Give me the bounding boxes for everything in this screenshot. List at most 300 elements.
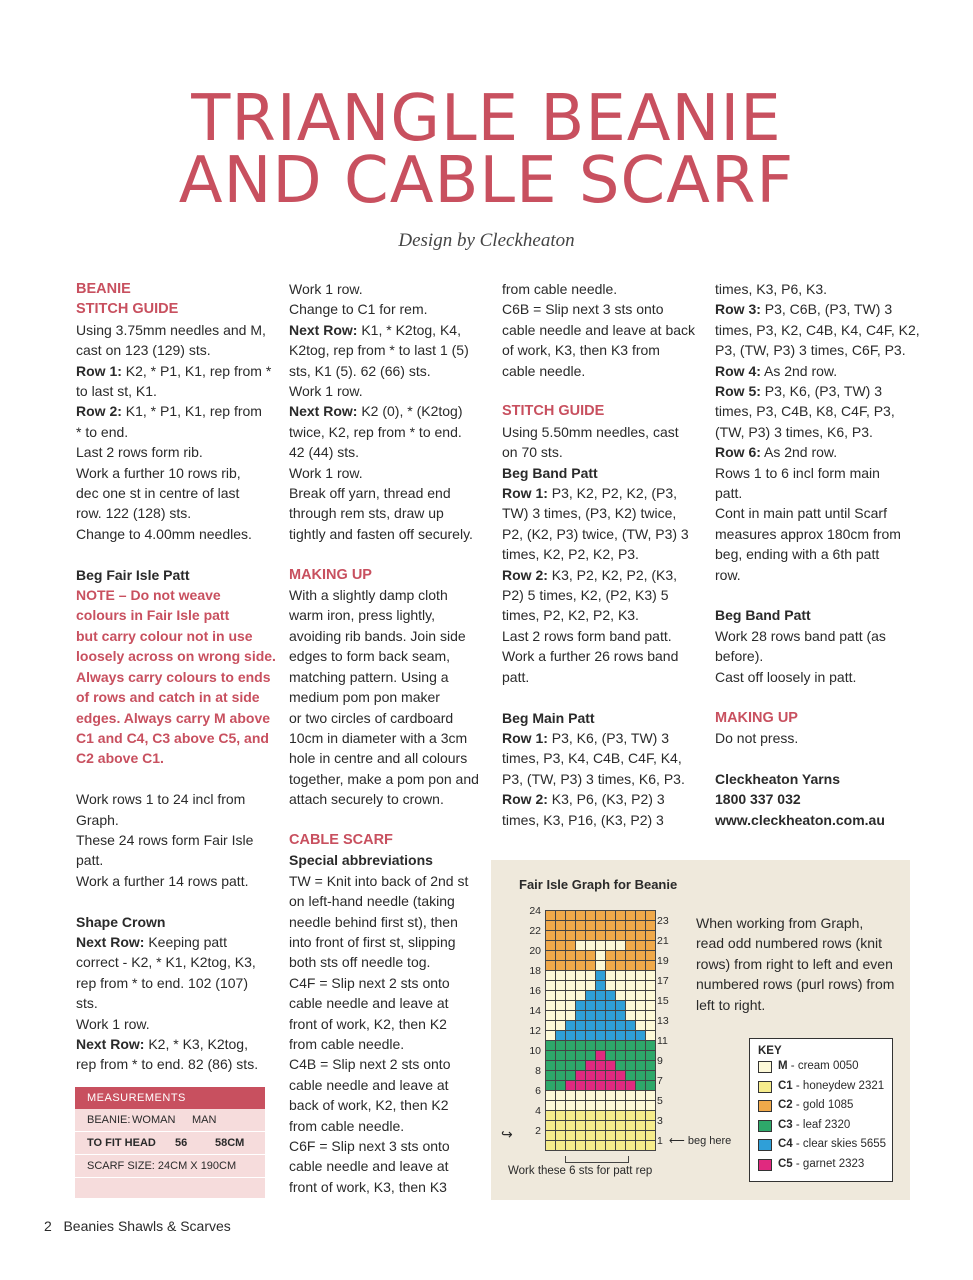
graph-cell bbox=[556, 1111, 566, 1121]
graph-cell bbox=[606, 1111, 616, 1121]
row-number-label: 9 bbox=[657, 1055, 663, 1067]
text-line: or two circles of cardboard bbox=[289, 709, 454, 726]
graph-cell bbox=[606, 1051, 616, 1061]
graph-cell bbox=[586, 1131, 596, 1141]
graph-cell bbox=[576, 961, 586, 971]
graph-cell bbox=[596, 1031, 606, 1041]
row-number-label: 6 bbox=[535, 1085, 541, 1097]
title-line-2: AND CABLE SCARF bbox=[178, 144, 795, 218]
page-footer bbox=[44, 1218, 231, 1234]
key-item: C1 - honeydew 2321 bbox=[750, 1077, 892, 1097]
graph-cell bbox=[616, 1141, 626, 1151]
start-arrow-icon: ↪ bbox=[501, 1126, 513, 1142]
graph-cell bbox=[636, 1031, 646, 1041]
graph-cell bbox=[566, 1141, 576, 1151]
graph-cell bbox=[546, 1081, 556, 1091]
text-line: times, K3, P6, K3. bbox=[715, 281, 828, 297]
graph-cell bbox=[546, 1031, 556, 1041]
column-3 bbox=[502, 279, 707, 830]
graph-cell bbox=[616, 981, 626, 991]
graph-cell bbox=[546, 1131, 556, 1141]
graph-title: Fair Isle Graph for Beanie bbox=[519, 877, 678, 892]
graph-cell bbox=[646, 1001, 656, 1011]
graph-cell bbox=[546, 911, 556, 921]
graph-cell bbox=[576, 911, 586, 921]
graph-cell bbox=[606, 941, 616, 951]
graph-cell bbox=[596, 911, 606, 921]
graph-cell bbox=[616, 1121, 626, 1131]
graph-cell bbox=[546, 1111, 556, 1121]
key-item: C2 - gold 1085 bbox=[750, 1096, 892, 1116]
subheading: Beg Main Patt bbox=[502, 709, 595, 726]
graph-cell bbox=[556, 1031, 566, 1041]
text-line: cable needle. bbox=[502, 362, 586, 379]
graph-cell bbox=[636, 1131, 646, 1141]
text-line: Work rows 1 to 24 incl from bbox=[76, 791, 246, 808]
text-line: patt. bbox=[715, 485, 743, 502]
graph-cell bbox=[566, 1111, 576, 1121]
text-line: Next Row: K1, * K2tog, K4, bbox=[289, 321, 461, 338]
graph-cell bbox=[606, 921, 616, 931]
key-item: C4 - clear skies 5655 bbox=[750, 1135, 892, 1155]
text-line: on 70 sts. bbox=[502, 444, 563, 461]
text-line: rep from * to end. 82 (86) sts. bbox=[76, 1056, 259, 1073]
graph-cell bbox=[566, 1121, 576, 1131]
graph-cell bbox=[606, 1091, 616, 1101]
graph-cell bbox=[546, 1101, 556, 1111]
subheading: Special abbreviations bbox=[289, 852, 433, 869]
graph-cell bbox=[566, 1031, 576, 1041]
graph-cell bbox=[556, 961, 566, 971]
graph-cell bbox=[556, 911, 566, 921]
graph-cell bbox=[596, 951, 606, 961]
graph-cell bbox=[646, 1111, 656, 1121]
graph-cell bbox=[546, 961, 556, 971]
graph-instructions: When working from Graph, read odd numbered rows (knit rows) from right to left and even numbered rows (purl rows) from left to right. bbox=[696, 915, 895, 1013]
text-line: P2) 5 times, K2, (P2, K3) 5 bbox=[502, 587, 669, 604]
graph-cell bbox=[596, 931, 606, 941]
graph-cell bbox=[596, 1101, 606, 1111]
text-line: beg, ending with a 6th patt bbox=[715, 546, 880, 563]
text-line: Work a further 14 rows patt. bbox=[76, 872, 249, 889]
graph-cell bbox=[646, 1041, 656, 1051]
graph-cell bbox=[556, 981, 566, 991]
graph-cell bbox=[616, 911, 626, 921]
graph-cell bbox=[556, 931, 566, 941]
graph-cell bbox=[636, 981, 646, 991]
graph-cell bbox=[596, 1131, 606, 1141]
graph-cell bbox=[626, 1031, 636, 1041]
graph-cell bbox=[626, 1081, 636, 1091]
graph-cell bbox=[546, 1141, 556, 1151]
color-swatch bbox=[758, 1081, 772, 1093]
graph-cell bbox=[556, 1061, 566, 1071]
graph-cell bbox=[576, 951, 586, 961]
text-line: medium pom pon maker bbox=[289, 689, 440, 706]
graph-cell bbox=[616, 1131, 626, 1141]
graph-cell bbox=[566, 961, 576, 971]
text-line: times, P3, K4, C4B, C4F, K4, bbox=[502, 750, 682, 767]
text-line: from cable needle. bbox=[289, 1117, 405, 1134]
text-line: times, K2, P2, K2, P3. bbox=[502, 546, 639, 563]
graph-cell bbox=[646, 931, 656, 941]
graph-cell bbox=[646, 971, 656, 981]
graph-cell bbox=[556, 1071, 566, 1081]
graph-cell bbox=[556, 1121, 566, 1131]
section-heading: MAKING UP bbox=[289, 566, 372, 583]
graph-cell bbox=[616, 1011, 626, 1021]
graph-cell bbox=[586, 1101, 596, 1111]
graph-cell bbox=[596, 1141, 606, 1151]
graph-cell bbox=[606, 1031, 616, 1041]
graph-cell bbox=[636, 1021, 646, 1031]
graph-cell bbox=[546, 951, 556, 961]
graph-cell bbox=[566, 991, 576, 1001]
color-swatch bbox=[758, 1061, 772, 1073]
graph-cell bbox=[596, 981, 606, 991]
graph-cell bbox=[586, 1041, 596, 1051]
text-line: Do not press. bbox=[715, 729, 799, 746]
text-line: Row 2: K1, * P1, K1, rep from bbox=[76, 403, 262, 420]
graph-cell bbox=[556, 941, 566, 951]
text-line: TW) 3 times, (P3, K2) twice, bbox=[502, 505, 677, 522]
text-line: C4B = Slip next 2 sts onto bbox=[289, 1056, 451, 1073]
graph-cell bbox=[576, 941, 586, 951]
graph-cell bbox=[646, 981, 656, 991]
subheading: Beg Band Patt bbox=[715, 607, 811, 624]
graph-cell bbox=[566, 1021, 576, 1031]
graph-cell bbox=[616, 951, 626, 961]
graph-cell bbox=[596, 1001, 606, 1011]
graph-cell bbox=[576, 921, 586, 931]
text-line: Work 1 row. bbox=[76, 1015, 150, 1032]
text-line: Row 1: P3, K2, P2, K2, (P3, bbox=[502, 485, 678, 502]
graph-cell bbox=[576, 1011, 586, 1021]
note-line: NOTE – Do not weave bbox=[76, 587, 221, 604]
row-number-label: 16 bbox=[529, 985, 541, 997]
note-line: of rows and catch in at side bbox=[76, 689, 260, 706]
graph-cell bbox=[546, 1021, 556, 1031]
graph-cell bbox=[556, 1141, 566, 1151]
graph-cell bbox=[576, 1051, 586, 1061]
graph-cell bbox=[646, 1131, 656, 1141]
graph-cell bbox=[616, 1111, 626, 1121]
text-line: patt. bbox=[76, 852, 104, 869]
graph-cell bbox=[606, 961, 616, 971]
graph-cell bbox=[626, 981, 636, 991]
text-line: cable needle and leave at bbox=[289, 1076, 449, 1093]
graph-cell bbox=[636, 971, 646, 981]
section-heading: STITCH GUIDE bbox=[502, 403, 605, 420]
text-line: Row 4: As 2nd row. bbox=[715, 362, 838, 379]
graph-cell bbox=[596, 1051, 606, 1061]
graph-cell bbox=[566, 911, 576, 921]
beg-here-label: ⟵ beg here bbox=[669, 1135, 732, 1147]
note-line: colours in Fair Isle patt bbox=[76, 607, 230, 624]
key-item: C3 - leaf 2320 bbox=[750, 1116, 892, 1136]
text-line: measures approx 180cm from bbox=[715, 525, 901, 542]
graph-cell bbox=[636, 951, 646, 961]
graph-cell bbox=[546, 1091, 556, 1101]
graph-cell bbox=[626, 991, 636, 1001]
text-line: warm iron, press lightly, bbox=[289, 607, 436, 624]
text-line: twice, K2, rep from * to end. bbox=[289, 423, 462, 440]
text-line: Next Row: Keeping patt bbox=[76, 933, 227, 950]
page-number: 2 bbox=[44, 1218, 52, 1234]
text-line: row. bbox=[715, 566, 741, 583]
graph-cell bbox=[636, 1061, 646, 1071]
yarn-company: Cleckheaton Yarns bbox=[715, 770, 841, 787]
page-title bbox=[0, 82, 973, 218]
note-line: C2 above C1. bbox=[76, 750, 164, 767]
graph-cell bbox=[556, 1131, 566, 1141]
graph-cell bbox=[636, 941, 646, 951]
graph-cell bbox=[576, 971, 586, 981]
graph-cell bbox=[566, 1041, 576, 1051]
row-number-label: 4 bbox=[535, 1105, 541, 1117]
graph-cell bbox=[586, 1011, 596, 1021]
note-line: but carry colour not in use bbox=[76, 627, 253, 644]
graph-cell bbox=[626, 1001, 636, 1011]
graph-cell bbox=[626, 1041, 636, 1051]
graph-cell bbox=[626, 961, 636, 971]
publication-name: Beanies Shawls & Scarves bbox=[63, 1218, 231, 1234]
graph-cell bbox=[616, 961, 626, 971]
text-line: Row 1: P3, K6, (P3, TW) 3 bbox=[502, 729, 670, 746]
row-number-label: 20 bbox=[529, 945, 541, 957]
graph-cell bbox=[546, 981, 556, 991]
text-line: Break off yarn, thread end bbox=[289, 485, 451, 502]
subheading: Beg Fair Isle Patt bbox=[76, 566, 190, 583]
graph-cell bbox=[586, 1061, 596, 1071]
graph-cell bbox=[636, 1111, 646, 1121]
graph-cell bbox=[576, 991, 586, 1001]
graph-cell bbox=[546, 1061, 556, 1071]
graph-cell bbox=[566, 981, 576, 991]
text-line: needle behind first st), then bbox=[289, 913, 458, 930]
graph-cell bbox=[566, 1001, 576, 1011]
row-number-label: 1 bbox=[657, 1135, 663, 1147]
text-line: Using 3.75mm needles and M, bbox=[76, 321, 266, 338]
graph-cell bbox=[566, 1131, 576, 1141]
measurements-header: MEASUREMENTS bbox=[75, 1087, 265, 1109]
text-line: C4F = Slip next 2 sts onto bbox=[289, 974, 450, 991]
text-line: tightly and fasten off securely. bbox=[289, 525, 473, 542]
graph-cell bbox=[556, 921, 566, 931]
text-line: correct - K2, * K1, K2tog, K3, bbox=[76, 954, 256, 971]
graph-cell bbox=[576, 1061, 586, 1071]
graph-cell bbox=[606, 1001, 616, 1011]
column-2 bbox=[289, 279, 494, 1197]
measurements-table bbox=[75, 1087, 265, 1198]
graph-cell bbox=[566, 951, 576, 961]
graph-cell bbox=[546, 1071, 556, 1081]
text-line: times, P3, C4B, K8, C4F, P3, bbox=[715, 403, 895, 420]
graph-cell bbox=[566, 1101, 576, 1111]
graph-cell bbox=[636, 1141, 646, 1151]
graph-cell bbox=[556, 971, 566, 981]
note-line: edges. Always carry M above bbox=[76, 709, 271, 726]
note-line: loosely across on wrong side. bbox=[76, 648, 276, 665]
graph-cell bbox=[576, 1091, 586, 1101]
graph-cell bbox=[626, 971, 636, 981]
graph-cell bbox=[606, 1061, 616, 1071]
text-line: dec one st in centre of last bbox=[76, 485, 240, 502]
graph-cell bbox=[576, 1121, 586, 1131]
graph-cell bbox=[586, 921, 596, 931]
row-number-label: 17 bbox=[657, 975, 669, 987]
column-4 bbox=[715, 279, 925, 830]
graph-cell bbox=[596, 1071, 606, 1081]
section-heading: STITCH GUIDE bbox=[76, 301, 179, 318]
key-header: KEY bbox=[758, 1045, 782, 1057]
text-line: both sts off needle tog. bbox=[289, 954, 431, 971]
text-line: rep from * to end. 102 (107) bbox=[76, 974, 248, 991]
row-number-label: 21 bbox=[657, 935, 669, 947]
row-number-label: 22 bbox=[529, 925, 541, 937]
title-line-1: TRIANGLE BEANIE bbox=[191, 82, 782, 156]
repeat-bracket bbox=[565, 1156, 629, 1163]
graph-cell bbox=[566, 931, 576, 941]
text-line: Rows 1 to 6 incl form main bbox=[715, 464, 880, 481]
graph-cell bbox=[606, 1041, 616, 1051]
graph-cell bbox=[576, 981, 586, 991]
text-line: front of work, K2, then K2 bbox=[289, 1015, 447, 1032]
text-line: Row 5: P3, K6, (P3, TW) 3 bbox=[715, 383, 883, 400]
graph-cell bbox=[586, 1001, 596, 1011]
row-number-label: 8 bbox=[535, 1065, 541, 1077]
graph-cell bbox=[586, 961, 596, 971]
graph-cell bbox=[606, 1021, 616, 1031]
text-line: Work 28 rows band patt (as bbox=[715, 627, 886, 644]
graph-cell bbox=[586, 1081, 596, 1091]
graph-cell bbox=[546, 1041, 556, 1051]
graph-cell bbox=[606, 1141, 616, 1151]
graph-cell bbox=[616, 921, 626, 931]
graph-cell bbox=[626, 1021, 636, 1031]
graph-cell bbox=[596, 971, 606, 981]
graph-cell bbox=[626, 1011, 636, 1021]
graph-cell bbox=[616, 1101, 626, 1111]
graph-cell bbox=[626, 1091, 636, 1101]
text-line: Change to C1 for rem. bbox=[289, 301, 428, 318]
text-line: Work a further 26 rows band bbox=[502, 648, 679, 665]
graph-cell bbox=[546, 1051, 556, 1061]
graph-cell bbox=[596, 1011, 606, 1021]
website-link[interactable]: www.cleckheaton.com.au bbox=[715, 811, 885, 828]
text-line: patt. bbox=[502, 668, 530, 685]
graph-cell bbox=[606, 1101, 616, 1111]
graph-cell bbox=[556, 1081, 566, 1091]
text-line: * to end. bbox=[76, 423, 129, 440]
column-1 bbox=[76, 279, 276, 1075]
graph-cell bbox=[636, 1081, 646, 1091]
graph-cell bbox=[616, 1021, 626, 1031]
text-line: Next Row: K2, * K3, K2tog, bbox=[76, 1035, 248, 1052]
graph-cell bbox=[556, 1041, 566, 1051]
graph-cell bbox=[646, 941, 656, 951]
text-line: together, make a pom pon and bbox=[289, 770, 479, 787]
graph-cell bbox=[596, 921, 606, 931]
graph-cell bbox=[606, 981, 616, 991]
graph-cell bbox=[576, 1071, 586, 1081]
section-heading: BEANIE bbox=[76, 281, 131, 297]
graph-cell bbox=[606, 1011, 616, 1021]
graph-cell bbox=[566, 1061, 576, 1071]
note-line: Always carry colours to ends bbox=[76, 668, 271, 685]
graph-cell bbox=[616, 931, 626, 941]
row-number-label: 18 bbox=[529, 965, 541, 977]
graph-cell bbox=[596, 1121, 606, 1131]
graph-cell bbox=[646, 1081, 656, 1091]
graph-cell bbox=[646, 911, 656, 921]
text-line: to last st, K1. bbox=[76, 383, 157, 400]
graph-cell bbox=[626, 921, 636, 931]
graph-cell bbox=[646, 1031, 656, 1041]
graph-cell bbox=[546, 1011, 556, 1021]
color-key bbox=[749, 1038, 893, 1182]
graph-cell bbox=[636, 1101, 646, 1111]
text-line: sts, K1 (5). 62 (66) sts. bbox=[289, 362, 431, 379]
graph-cell bbox=[586, 971, 596, 981]
graph-cell bbox=[586, 981, 596, 991]
graph-cell bbox=[646, 1101, 656, 1111]
graph-cell bbox=[626, 1111, 636, 1121]
key-item: M - cream 0050 bbox=[750, 1057, 892, 1077]
text-line: Next Row: K2 (0), * (K2tog) bbox=[289, 403, 463, 420]
graph-cell bbox=[556, 1001, 566, 1011]
graph-cell bbox=[596, 941, 606, 951]
graph-cell bbox=[586, 1031, 596, 1041]
graph-cell bbox=[646, 1091, 656, 1101]
graph-cell bbox=[576, 1021, 586, 1031]
fair-isle-graph-panel bbox=[491, 860, 910, 1200]
measurements-row: TO FIT HEAD 56 58CM bbox=[75, 1132, 265, 1155]
graph-cell bbox=[636, 1041, 646, 1051]
graph-cell bbox=[586, 1091, 596, 1101]
text-line: times, P3, K2, C4B, K4, C4F, K2, bbox=[715, 321, 920, 338]
graph-cell bbox=[626, 1061, 636, 1071]
text-line: TW = Knit into back of 2nd st bbox=[289, 872, 469, 889]
graph-cell bbox=[546, 991, 556, 1001]
color-swatch bbox=[758, 1100, 772, 1112]
text-line: P3, (TW, P3) 3 times, K6, P3. bbox=[502, 770, 685, 787]
text-line: Row 1: K2, * P1, K1, rep from * bbox=[76, 362, 272, 379]
subheading: Shape Crown bbox=[76, 913, 166, 930]
text-line: on left-hand needle (taking bbox=[289, 893, 455, 910]
text-line: (TW, P3) 3 times, K6, P3. bbox=[715, 423, 873, 440]
graph-cell bbox=[646, 1061, 656, 1071]
graph-cell bbox=[626, 1101, 636, 1111]
graph-cell bbox=[616, 1031, 626, 1041]
graph-cell bbox=[576, 931, 586, 941]
graph-cell bbox=[586, 941, 596, 951]
graph-cell bbox=[596, 961, 606, 971]
graph-cell bbox=[556, 991, 566, 1001]
row-number-label: 23 bbox=[657, 915, 669, 927]
graph-cell bbox=[586, 931, 596, 941]
graph-cell bbox=[636, 1051, 646, 1061]
graph-cell bbox=[636, 1071, 646, 1081]
graph-cell bbox=[616, 1071, 626, 1081]
text-line: edges to form back seam, bbox=[289, 648, 451, 665]
byline: Design by Cleckheaton bbox=[398, 230, 575, 251]
graph-cell bbox=[566, 1011, 576, 1021]
row-number-label: 11 bbox=[657, 1035, 668, 1047]
graph-cell bbox=[636, 911, 646, 921]
graph-cell bbox=[636, 1001, 646, 1011]
graph-cell bbox=[586, 1021, 596, 1031]
